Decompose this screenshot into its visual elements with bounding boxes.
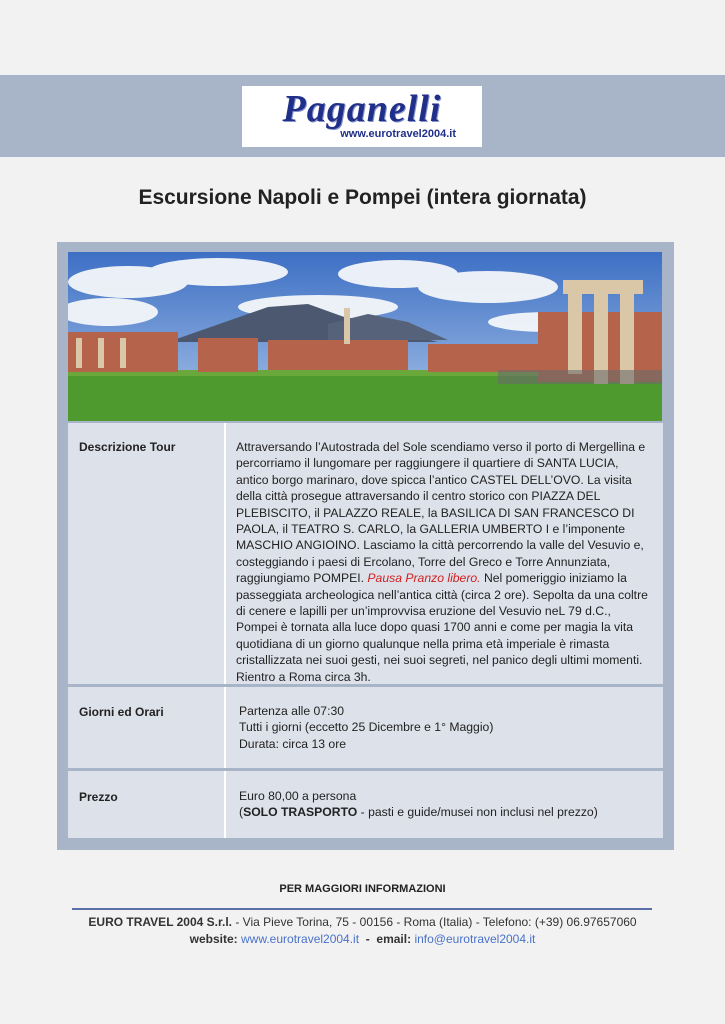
logo-url: www.eurotravel2004.it <box>340 128 456 140</box>
email-label: email: <box>376 932 412 946</box>
price-row <box>68 771 663 838</box>
description-part2: Nel pomeriggio iniziamo la passeggiata archeologica nell’antica città (circa 2 ore). Sepolta da una coltre di cenere e lapilli per un’improvvisa eruzione del Vesuvio neL 79 d.C., Pompei è tornata alla luce dopo quasi 1700 anni e come per magia la vita quotidiana di un giorno qualunque nella prima età imperiale è rimasta cristallizzata nei suoi gesti, nei suoi segreti, nel panico degli ultimi momenti. Rientro a Roma circa 3h. <box>236 571 648 684</box>
price-amount: Euro 80,00 a persona <box>239 789 357 803</box>
pompei-photo <box>68 252 662 421</box>
paren-open: ( <box>239 805 244 820</box>
price-label-cell <box>68 771 226 838</box>
schedule-line: Tutti i giorni (eccetto 25 Dicembre e 1° Maggio) <box>239 720 494 735</box>
schedule-line: Partenza alle 07:30 <box>239 704 345 718</box>
company-address: - Via Pieve Torina, 75 - 00156 - Roma (Italia) - Telefono: (+39) 06.97657060 <box>232 915 637 929</box>
contact-separator: - <box>359 932 377 946</box>
schedule-row <box>68 687 663 768</box>
logo-name: Paganelli <box>282 88 442 130</box>
page-title: Escursione Napoli e Pompei (intera giornata) <box>138 186 587 209</box>
price-exclusions: - pasti e guide/musei non inclusi nel prezzo) <box>357 805 598 820</box>
website-label: website: <box>189 932 238 946</box>
description-text <box>236 439 654 685</box>
contact-line <box>0 932 725 946</box>
description-label-cell <box>68 423 226 684</box>
website-link[interactable]: www.eurotravel2004.it <box>241 932 360 946</box>
description-part1: Attraversando l’Autostrada del Sole scendiamo verso il porto di Mergellina e percorriamo il lungomare per raggiungere il quartiere di SANTA LUCIA, antico borgo marinaro, dove spicca l’antico CASTEL DELL’OVO. La visita della città prosegue attraversando il centro storico con PIAZZA DEL PLEBISCITO, il PALAZZO REALE, la BASILICA DI SAN FRANCESCO DI PAOLA, il TEATRO S. CARLO, la GALLERIA UMBERTO I e l’imponente MASCHIO ANGIOINO. Lasciamo la città percorrendo la valle del Vesuvio e, costeggiando i paesi di Ercolano, Torre del Greco e Torre Annunziata, raggiungiamo POMPEI. <box>236 440 646 586</box>
company-logo[interactable] <box>242 86 482 147</box>
schedule-line: Durata: circa 13 ore <box>239 736 347 751</box>
description-label: Descrizione Tour <box>79 440 176 454</box>
footer-divider <box>72 908 652 910</box>
description-row <box>68 423 663 684</box>
schedule-label: Giorni ed Orari <box>79 705 164 719</box>
price-label: Prezzo <box>79 790 118 804</box>
schedule-text <box>239 703 657 752</box>
transport-only: SOLO TRASPORTO <box>243 805 358 820</box>
price-note <box>239 804 657 820</box>
schedule-label-cell <box>68 687 226 768</box>
lunch-highlight: Pausa Pranzo libero. <box>367 571 481 586</box>
company-address-line <box>0 915 725 929</box>
company-name: EURO TRAVEL 2004 S.r.l. <box>88 915 233 929</box>
email-link[interactable]: info@eurotravel2004.it <box>414 932 536 946</box>
price-text <box>239 788 657 821</box>
info-title: PER MAGGIORI INFORMAZIONI <box>279 883 446 895</box>
